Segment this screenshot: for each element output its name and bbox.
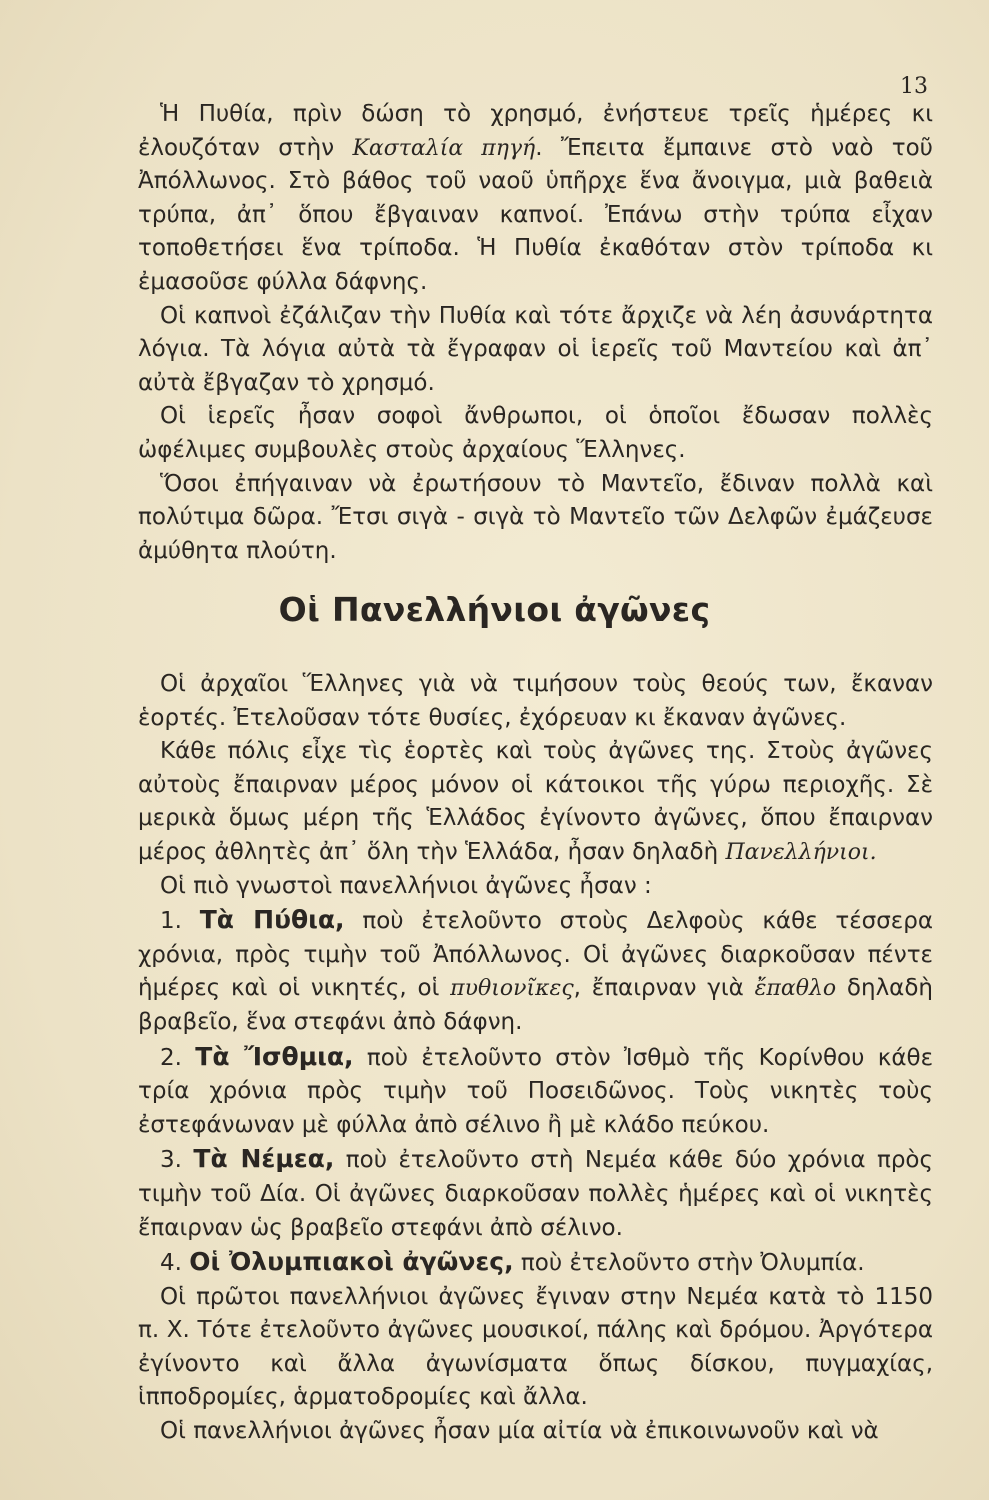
- section-1-text: [138, 98, 933, 568]
- list-item: 4. Οἱ Ὀλυμπιακοὶ ἀγῶνες, ποὺ ἐτελοῦντο στὴν Ὀλυμπία.: [160, 1247, 865, 1277]
- italic-term: Πανελλήνιοι.: [725, 839, 877, 865]
- games-title: Τὰ Πύθια,: [199, 905, 345, 935]
- italic-term: Κασταλία πηγή: [352, 135, 536, 161]
- games-title: Τὰ Ἴσθμια,: [195, 1041, 354, 1071]
- list-item: 3. Τὰ Νέμεα, ποὺ ἐτελοῦντο στὴ Νεμέα κάθε δύο χρόνια πρὸς τιμὴν τοῦ Δία. Οἱ ἀγῶνες διαρκοῦσαν πολλὲς ἡμέρες καὶ οἱ νικητὲς ἔπαιρναν ὡς βραβεῖο στεφάνι ἀπὸ σέλινο.: [138, 1144, 933, 1241]
- list-item: 2. Τὰ Ἴσθμια, ποὺ ἐτελοῦντο στὸν Ἰσθμὸ τῆς Κορίνθου κάθε τρία χρόνια πρὸς τιμὴν τοῦ Ποσειδῶνος. Τοὺς νικητὲς τοὺς ἐστεφάνωναν μὲ φύλλα ἀπὸ σέλινο ἢ μὲ κλάδο πεύκου.: [138, 1041, 933, 1138]
- paragraph: Οἱ ἱερεῖς ἦσαν σοφοὶ ἄνθρωποι, οἱ ὁποῖοι ἔδωσαν πολλὲς ὠφέλιμες συμβουλὲς στοὺς ἀρχαίους Ἕλληνες.: [138, 403, 933, 463]
- games-title: Τὰ Νέμεα,: [193, 1144, 335, 1174]
- paragraph: Ὅσοι ἐπήγαιναν νὰ ἐρωτήσουν τὸ Μαντεῖο, ἔδιναν πολλὰ καὶ πολύτιμα δῶρα. Ἔτσι σιγὰ - σιγὰ τὸ Μαντεῖο τῶν Δελφῶν ἐμάζευσε ἀμύθητα πλούτη.: [138, 470, 933, 564]
- list-item: 1. Τὰ Πύθια, ποὺ ἐτελοῦντο στοὺς Δελφοὺς κάθε τέσσερα χρόνια, πρὸς τιμὴν τοῦ Ἀπόλλωνος. Οἱ ἀγῶνες διαρκοῦσαν πέντε ἡμέρες καὶ οἱ νικητές, οἱ πυθιονῖκες, ἔπαιρναν γιὰ ἔπαθλο δηλαδὴ βραβεῖο, ἕνα στεφάνι ἀπὸ δάφνη.: [138, 905, 933, 1035]
- section-2-text: [138, 668, 933, 1449]
- paragraph: Ἡ Πυθία, πρὶν δώση τὸ χρησμό, ἐνήστευε τρεῖς ἡμέρες κι ἐλουζόταν στὴν Κασταλία πηγή. Ἔπειτα ἔμπαινε στὸ ναὸ τοῦ Ἀπόλλωνος. Στὸ βάθος τοῦ ναοῦ ὑπῆρχε ἕνα ἄνοιγμα, μιὰ βαθειὰ τρύπα, ἀπ᾽ ὅπου ἔβγαιναν καπνοί. Ἐπάνω στὴν τρύπα εἶχαν τοποθετήσει ἕνα τρίποδα. Ἡ Πυθία ἐκαθόταν στὸν τρίποδα κι ἐμασοῦσε φύλλα δάφνης.: [138, 101, 933, 295]
- paragraph: Οἱ πανελλήνιοι ἀγῶνες ἦσαν μία αἰτία νὰ ἐπικοινωνοῦν καὶ νὰ: [160, 1418, 879, 1445]
- games-title: Οἱ Ὀλυμπιακοὶ ἀγῶνες,: [189, 1247, 514, 1277]
- paragraph: Οἱ ἀρχαῖοι Ἕλληνες γιὰ νὰ τιμήσουν τοὺς θεούς των, ἔκαναν ἑορτές. Ἐτελοῦσαν τότε θυσίες, ἐχόρευαν κι ἔκαναν ἀγῶνες.: [138, 671, 933, 731]
- paragraph: Οἱ πρῶτοι πανελλήνιοι ἀγῶνες ἔγιναν στην Νεμέα κατὰ τὸ 1150 π. Χ. Τότε ἐτελοῦντο ἀγῶνες μουσικοί, πάλης καὶ δρόμου. Ἀργότερα ἐγίνοντο καὶ ἄλλα ἀγωνίσματα ὅπως δίσκου, πυγμαχίας, ἱπποδρομίες, ἁρματοδρομίες καὶ ἄλλα.: [138, 1283, 933, 1411]
- paragraph: Οἱ καπνοὶ ἐζάλιζαν τὴν Πυθία καὶ τότε ἄρχιζε νὰ λέη ἀσυνάρτητα λόγια. Τὰ λόγια αὐτὰ τὰ ἔγραφαν οἱ ἱερεῖς τοῦ Μαντείου καὶ ἀπ᾽ αὐτὰ ἔβγαζαν τὸ χρησμό.: [138, 302, 933, 396]
- page-number: 13: [900, 74, 928, 99]
- italic-term: πυθιονῖκες: [450, 976, 574, 1002]
- section-heading: Οἱ Πανελλήνιοι ἀγῶνες: [278, 590, 711, 629]
- paragraph: Οἱ πιὸ γνωστοὶ πανελλήνιοι ἀγῶνες ἦσαν :: [160, 872, 652, 899]
- paragraph: Κάθε πόλις εἶχε τὶς ἑορτὲς καὶ τοὺς ἀγῶνες της. Στοὺς ἀγῶνες αὐτοὺς ἔπαιρναν μέρος μόνον οἱ κάτοικοι τῆς γύρω περιοχῆς. Σὲ μερικὰ ὅμως μέρη τῆς Ἑλλάδος ἐγίνοντο ἀγῶνες, ὅπου ἔπαιρναν μέρος ἀθλητὲς ἀπ᾽ ὅλη τὴν Ἑλλάδα, ἦσαν δηλαδὴ Πανελλήνιοι.: [138, 738, 933, 865]
- italic-term: ἔπαθλο: [754, 976, 837, 1002]
